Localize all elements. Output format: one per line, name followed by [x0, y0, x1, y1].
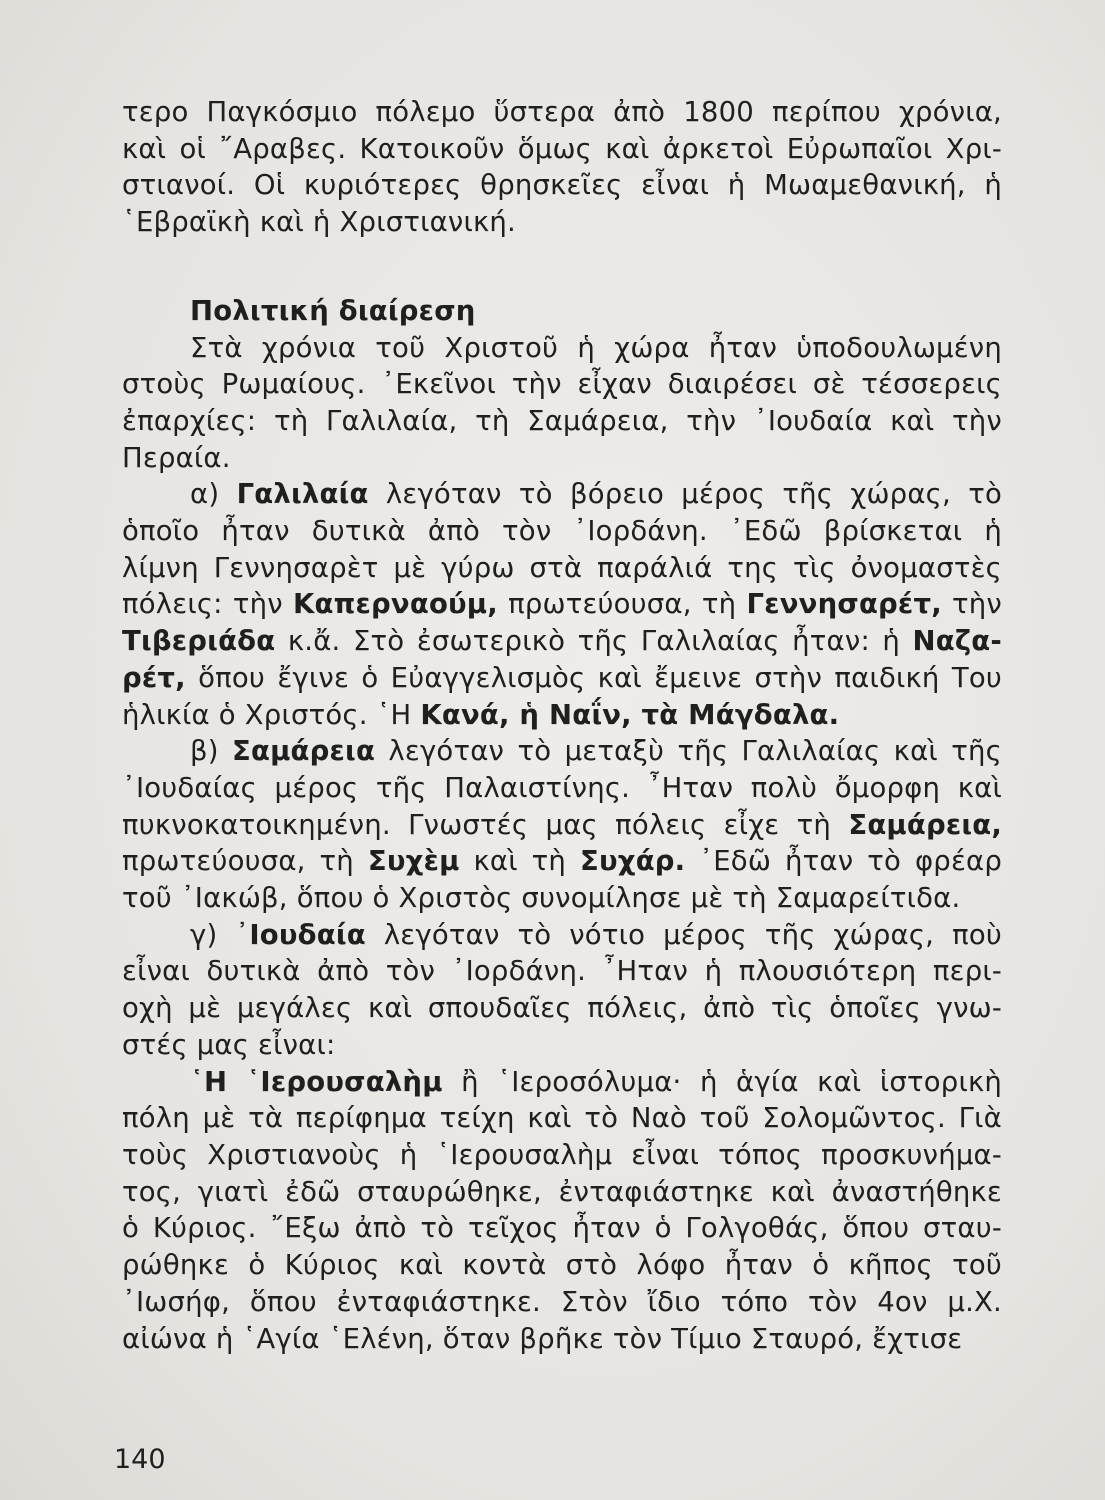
text-line [122, 513, 1002, 550]
text-run: ὅπου ἔγινε ὁ Εὐαγγελισμὸς καὶ ἔμεινε στὴν παιδική Του [185, 661, 1002, 694]
paragraph [122, 917, 1002, 1064]
text-line [122, 440, 1002, 477]
text-run: ᾿Εδῶ ἦταν τὸ φρέαρ [685, 845, 1002, 878]
text-line [122, 1064, 1002, 1101]
text-run: ῾Εβραϊκὴ καὶ ἡ Χριστιανική. [122, 206, 516, 239]
text-run: στές μας εἶναι: [122, 1028, 336, 1061]
text-run: καὶ οἱ ῎Αραβες. Κατοικοῦν ὅμως καὶ ἀρκετοὶ Εὐρωπαῖοι Χρι- [122, 132, 1002, 165]
text-line [122, 660, 1002, 697]
text-run: τὴν [941, 588, 1002, 621]
text-run: πρωτεύουσα, τὴ [122, 845, 368, 878]
text-run: ἡλικία ὁ Χριστός. ῾Η [122, 698, 421, 731]
bold-term: Γαλιλαία [236, 478, 369, 511]
text-run: πόλεις: τὴν [122, 588, 293, 621]
text-line [122, 1137, 1002, 1174]
bold-term: Γεννησαρέτ, [746, 588, 942, 621]
text-line [122, 403, 1002, 440]
text-line [122, 204, 1002, 241]
text-line [122, 586, 1002, 623]
text-run: Στὰ χρόνια τοῦ Χριστοῦ ἡ χώρα ἦταν ὑποδουλωμένη [190, 331, 1002, 364]
text-run: ᾿Ιουδαίας μέρος τῆς Παλαιστίνης. ῏Ηταν πολὺ ὄμορφη καὶ [122, 771, 1002, 804]
text-run: ρώθηκε ὁ Κύριος καὶ κοντὰ στὸ λόφο ἦταν ὁ κῆπος τοῦ [122, 1249, 1002, 1282]
text-run: στοὺς Ρωμαίους. ᾿Εκεῖνοι τὴν εἶχαν διαιρέσει σὲ τέσσερεις [122, 368, 1002, 401]
bold-term: Σαμάρεια [232, 735, 376, 768]
text-run: γ) ᾿ [190, 918, 250, 951]
text-line [122, 1100, 1002, 1137]
text-line [122, 880, 1002, 917]
page-number: 140 [114, 1444, 166, 1475]
page-text [122, 94, 1002, 1357]
section-heading: Πολιτική διαίρεση [190, 294, 476, 327]
text-line [122, 917, 1002, 954]
bold-term: Τιβεριάδα [122, 625, 276, 658]
bold-term: Συχὲμ [367, 845, 460, 878]
bold-term: ρέτ, [122, 661, 186, 694]
text-run: ὁποῖο ἦταν δυτικὰ ἀπὸ τὸν ᾿Ιορδάνη. ᾿Εδῶ βρίσκεται ἡ [122, 515, 1002, 548]
text-run: α) [190, 478, 237, 511]
text-run: πυκνοκατοικημένη. Γνωστές μας πόλεις εἶχε τὴ [122, 808, 849, 841]
text-line [122, 953, 1002, 990]
text-run: λεγόταν τὸ νότιο μέρος τῆς χώρας, ποὺ [365, 918, 1002, 951]
text-run: β) [190, 735, 233, 768]
bold-term: Ιουδαία [249, 918, 366, 951]
text-line [122, 1247, 1002, 1284]
text-run: αἰώνα ἡ ῾Αγία ῾Ελένη, ὅταν βρῆκε τὸν Τίμιο Σταυρό, ἔχτισε [122, 1322, 963, 1355]
text-run: τοὺς Χριστιανοὺς ἡ ῾Ιερουσαλὴμ εἶναι τόπος προσκυνήμα- [122, 1138, 1002, 1171]
text-line [122, 476, 1002, 513]
paragraph [122, 330, 1002, 477]
paragraph [122, 1064, 1002, 1358]
text-line [122, 94, 1002, 131]
bold-term: Σαμάρεια, [848, 808, 1002, 841]
paragraph [122, 476, 1002, 733]
text-line [122, 1321, 1002, 1358]
text-line [122, 1284, 1002, 1321]
text-line [122, 990, 1002, 1027]
bold-term: Ναζα- [912, 625, 1002, 658]
text-run: λίμνη Γεννησαρὲτ μὲ γύρω στὰ παράλιά της τὶς ὀνομαστὲς [122, 551, 1002, 584]
bold-term: Κανά, ἡ Ναΐν, τὰ Μάγδαλα. [420, 698, 840, 731]
text-line [122, 167, 1002, 204]
text-line [122, 330, 1002, 367]
text-run: λεγόταν τὸ μεταξὺ τῆς Γαλιλαίας καὶ τῆς [375, 735, 1003, 768]
text-line [122, 807, 1002, 844]
text-run: ᾿Ιωσήφ, ὅπου ἐνταφιάστηκε. Στὸν ἴδιο τόπο τὸν 4ον μ.Χ. [122, 1285, 1002, 1318]
bold-term: Καπερναούμ, [292, 588, 498, 621]
text-line [122, 131, 1002, 168]
text-run: οχὴ μὲ μεγάλες καὶ σπουδαῖες πόλεις, ἀπὸ τὶς ὁποῖες γνω- [122, 992, 1002, 1025]
paragraph [122, 733, 1002, 917]
bold-term: ῾Η ῾Ιερουσαλὴμ [190, 1065, 443, 1098]
text-run: τερο Παγκόσμιο πόλεμο ὕστερα ἀπὸ 1800 περίπου χρόνια, [122, 96, 1002, 128]
text-run: Περαία. [122, 441, 231, 474]
text-line [122, 770, 1002, 807]
text-line [122, 1210, 1002, 1247]
text-run: πόλη μὲ τὰ περίφημα τείχη καὶ τὸ Ναὸ τοῦ Σολομῶντος. Γιὰ [122, 1102, 1002, 1135]
text-line [122, 1027, 1002, 1064]
text-line [122, 733, 1002, 770]
text-run: τος, γιατὶ ἐδῶ σταυρώθηκε, ἐνταφιάστηκε καὶ ἀναστήθηκε [122, 1175, 1002, 1208]
text-line [122, 623, 1002, 660]
text-line [122, 843, 1002, 880]
section-body [122, 330, 1002, 1358]
text-line [122, 550, 1002, 587]
text-run: ὁ Κύριος. ῎Εξω ἀπὸ τὸ τεῖχος ἦταν ὁ Γολγοθάς, ὅπου σταυ- [122, 1212, 1002, 1245]
text-line [122, 366, 1002, 403]
bold-term: Συχάρ. [580, 845, 686, 878]
text-run: καὶ τὴ [459, 845, 580, 878]
text-run: ἢ ῾Ιεροσόλυμα· ἡ ἁγία καὶ ἱστορικὴ [442, 1065, 1003, 1098]
text-line [122, 697, 1002, 734]
text-run: τοῦ ᾿Ιακώβ, ὅπου ὁ Χριστὸς συνομίλησε μὲ τὴ Σαμαρείτιδα. [122, 882, 961, 915]
text-line [122, 1174, 1002, 1211]
text-run: λεγόταν τὸ βόρειο μέρος τῆς χώρας, τὸ [368, 478, 1003, 511]
text-run: πρωτεύουσα, τὴ [497, 588, 747, 621]
text-run: εἶναι δυτικὰ ἀπὸ τὸν ᾿Ιορδάνη. ῏Ηταν ἡ πλουσιότερη περι- [122, 955, 1002, 988]
text-run: ἐπαρχίες: τὴ Γαλιλαία, τὴ Σαμάρεια, τὴν ᾿Ιουδαία καὶ τὴν [122, 404, 1002, 437]
text-run: στιανοί. Οἱ κυριότερες θρησκεῖες εἶναι ἡ Μωαμεθανική, ἡ [122, 169, 1002, 202]
text-run: κ.ἄ. Στὸ ἐσωτερικὸ τῆς Γαλιλαίας ἦταν: ἡ [275, 625, 913, 658]
intro-paragraph [122, 94, 1002, 241]
